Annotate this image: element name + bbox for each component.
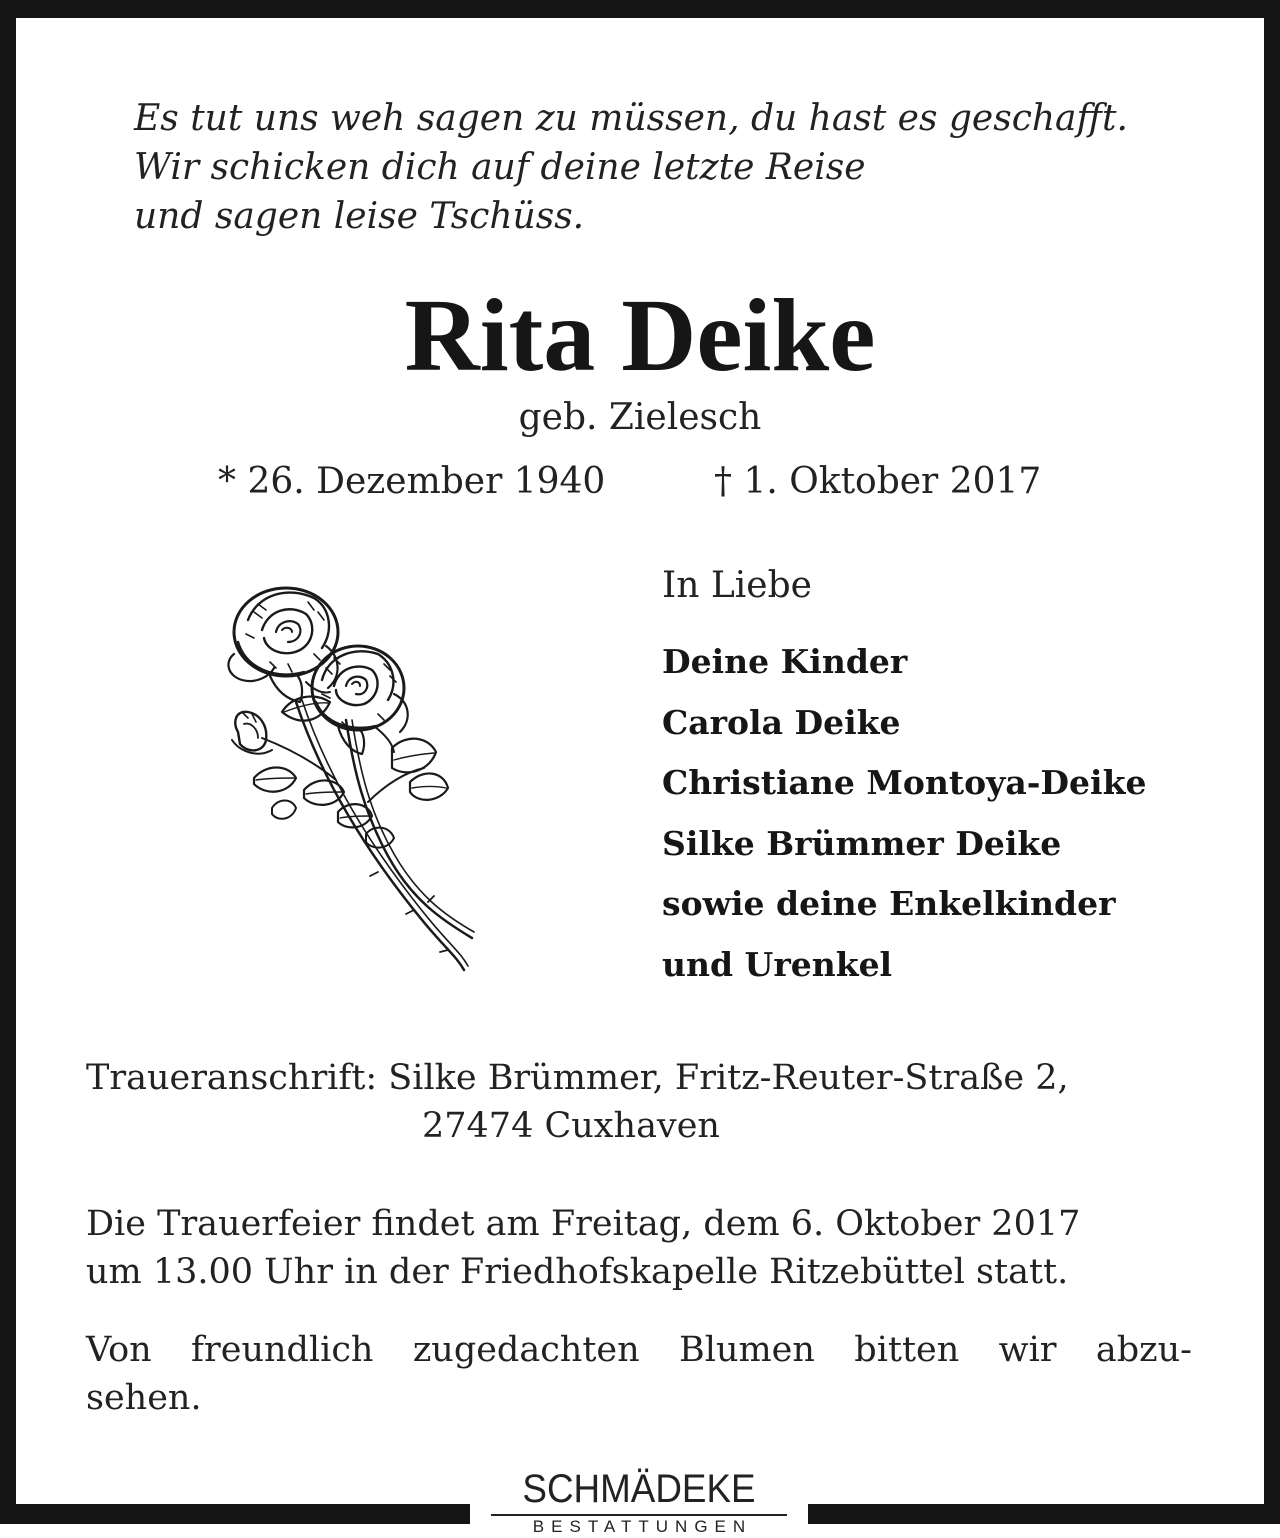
family-member: Silke Brümmer Deike	[662, 823, 1062, 863]
death-date: † 1. Oktober 2017	[714, 461, 1042, 502]
funeral-home-logo	[470, 1466, 808, 1538]
signoff-intro: In Liebe	[662, 565, 812, 606]
address-line: 27474 Cuxhaven	[422, 1106, 720, 1146]
funeral-service-info	[86, 1200, 1192, 1296]
logo-subtitle: BESTATTUNGEN	[532, 1517, 753, 1536]
roses-icon	[218, 572, 480, 978]
deceased-name: Rita Deike	[404, 278, 876, 393]
family-member: und Urenkel	[662, 944, 893, 984]
family-member: Deine Kinder	[662, 642, 908, 681]
poem-verse	[134, 94, 1128, 241]
family-member: sowie deine Enkelkinder	[662, 884, 1116, 923]
address-line: Traueranschrift: Silke Brümmer, Fritz-Reuter-Straße 2,	[86, 1058, 1069, 1098]
family-member: Carola Deike	[662, 702, 901, 742]
service-line: um 13.00 Uhr in der Friedhofskapelle Ritzebüttel statt.	[86, 1252, 1069, 1292]
bottom-border-right	[808, 1504, 1280, 1524]
family-list	[662, 632, 1146, 995]
flowers-line: sehen.	[86, 1378, 202, 1418]
birth-date: * 26. Dezember 1940	[218, 461, 606, 502]
poem-line: und sagen leise Tschüss.	[134, 196, 585, 237]
flowers-line: Von freundlich zugedachten Blumen bitten wir abzu-	[86, 1330, 1192, 1370]
logo-name: SCHMÄDEKE	[522, 1467, 756, 1511]
service-line: Die Trauerfeier findet am Freitag, dem 6. Oktober 2017	[86, 1204, 1081, 1244]
mourning-address	[86, 1054, 1069, 1150]
signoff-block	[662, 562, 1146, 995]
poem-line: Es tut uns weh sagen zu müssen, du hast es geschafft.	[134, 98, 1128, 139]
flowers-note	[86, 1326, 1192, 1422]
family-member: Christiane Montoya-Deike	[662, 763, 1147, 802]
maiden-name: geb. Zielesch	[518, 397, 762, 438]
bottom-border-left	[0, 1504, 470, 1524]
poem-line: Wir schicken dich auf deine letzte Reise	[134, 147, 866, 188]
